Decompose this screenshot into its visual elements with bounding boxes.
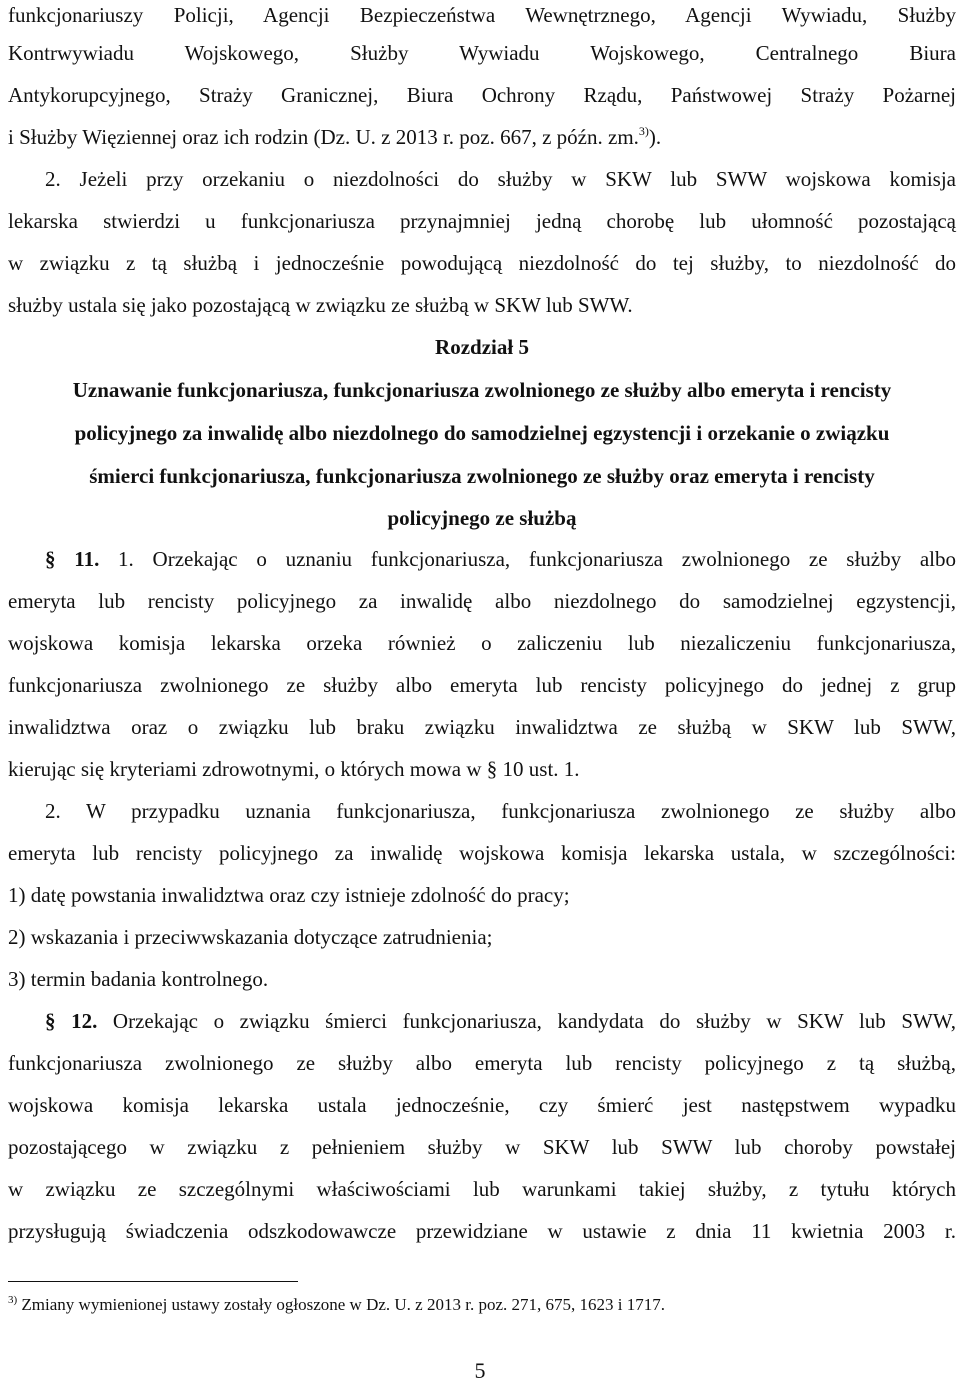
s12-line-6: przysługują świadczenia odszkodowawcze przewidziane w ustawie z dnia 11 kwietnia 2003 r. [8,1219,956,1243]
footnote [8,1293,956,1317]
chapter-title-line-3: śmierci funkcjonariusza, funkcjonariusza zwolnionego ze służby oraz emeryta i rencisty [89,464,875,488]
footnote-text: Zmiany wymienionej ustawy zostały ogłoszone w Dz. U. z 2013 r. poz. 271, 675, 1623 i 1717. [17,1295,665,1314]
s11-ust2-line-2: emeryta lub rencisty policyjnego za inwalidę wojskowa komisja lekarska ustala, w szczególności: [8,841,956,865]
s11-line-1-text: 1. Orzekając o uznaniu funkcjonariusza, funkcjonariusza zwolnionego ze służby albo [99,547,956,571]
intro-line-1: funkcjonariuszy Policji, Agencji Bezpieczeństwa Wewnętrznego, Agencji Wywiadu, Służby [8,3,956,27]
s11-line-5: inwalidztwa oraz o związku lub braku związku inwalidztwa ze służbą w SKW lub SWW, [8,715,956,739]
s11-line-6: kierując się kryteriami zdrowotnymi, o których mowa w § 10 ust. 1. [8,757,580,781]
chapter-label: Rozdział 5 [435,335,529,359]
s12-line-1-text: Orzekając o związku śmierci funkcjonariusza, kandydata do służby w SKW lub SWW, [97,1009,956,1033]
chapter-title-line-4: policyjnego ze służbą [387,506,577,530]
intro-line-4 [8,116,956,158]
footnote-separator [8,1281,298,1282]
footnote-mark: 3) [8,1294,18,1306]
s11-line-2: emeryta lub rencisty policyjnego za inwalidę albo niezdolnego do samodzielnej egzystencji, [8,589,956,613]
footnote-ref: 3) [638,124,649,138]
ust2-line-2: lekarska stwierdzi u funkcjonariusza przynajmniej jedną chorobę lub ułomność pozostającą [8,209,956,233]
intro-line-4-text: i Służby Więziennej oraz ich rodzin (Dz. U. z 2013 r. poz. 667, z późn. zm. [8,125,639,149]
s12-number: § 12. [45,1009,98,1033]
intro-line-4-end: ). [648,125,662,149]
s12-line-5: w związku ze szczególnymi właściwościami lub warunkami takiej służby, z tytułu których [8,1177,956,1201]
intro-line-2: Kontrwywiadu Wojskowego, Służby Wywiadu Wojskowego, Centralnego Biura [8,41,956,65]
s11-line-1 [8,538,956,580]
s12-line-3: wojskowa komisja lekarska ustala jednocześnie, czy śmierć jest następstwem wypadku [8,1093,956,1117]
s12-line-2: funkcjonariusza zwolnionego ze służby albo emeryta lub rencisty policyjnego z tą służbą, [8,1051,956,1075]
s11-item-1: 1) datę powstania inwalidztwa oraz czy istnieje zdolność do pracy; [8,883,570,907]
s11-line-4: funkcjonariusza zwolnionego ze służby albo emeryta lub rencisty policyjnego do jednej z grup [8,673,956,697]
s11-item-3: 3) termin badania kontrolnego. [8,967,269,991]
intro-line-3: Antykorupcyjnego, Straży Granicznej, Biura Ochrony Rządu, Państwowej Straży Pożarnej [8,83,956,107]
chapter-title-line-1: Uznawanie funkcjonariusza, funkcjonariusza zwolnionego ze służby albo emeryta i rencisty [72,378,892,402]
chapter-title-line-2: policyjnego za inwalidę albo niezdolnego do samodzielnej egzystencji i orzekanie o związku [74,421,890,445]
s12-line-1 [8,1000,956,1042]
ust2-line-3: w związku z tą służbą i jednocześnie powodującą niezdolność do tej służby, to niezdolność do [8,251,956,275]
s11-item-2: 2) wskazania i przeciwwskazania dotyczące zatrudnienia; [8,925,493,949]
s11-ust2-line-1: 2. W przypadku uznania funkcjonariusza, funkcjonariusza zwolnionego ze służby albo [45,799,956,823]
ust2-line-4: służby ustala się jako pozostającą w związku ze służbą w SKW lub SWW. [8,293,633,317]
s11-number: § 11. [45,547,100,571]
s12-line-4: pozostającego w związku z pełnieniem służby w SKW lub SWW lub choroby powstałej [8,1135,956,1159]
ust2-line-1: 2. Jeżeli przy orzekaniu o niezdolności do służby w SKW lub SWW wojskowa komisja [45,167,956,191]
s11-line-3: wojskowa komisja lekarska orzeka również o zaliczeniu lub niezaliczeniu funkcjonariusza, [8,631,956,655]
page-number: 5 [474,1358,486,1383]
